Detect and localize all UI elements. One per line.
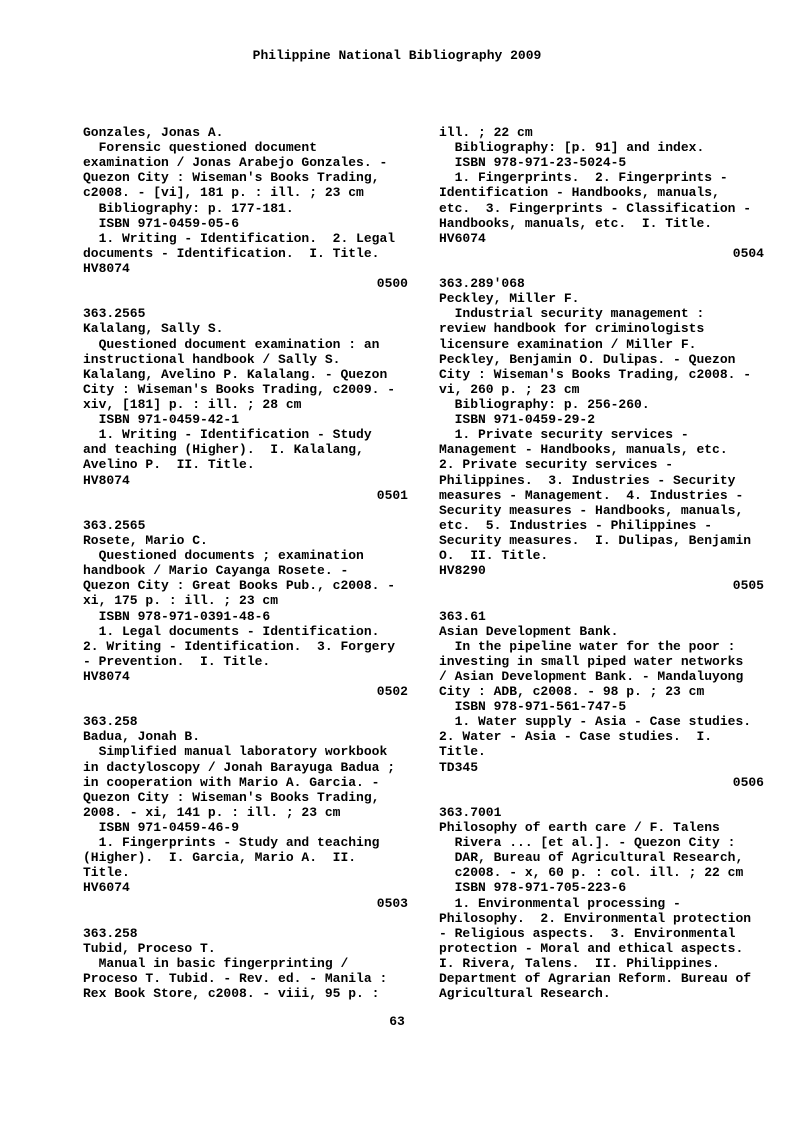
entry-line: - Religious aspects. 3. Environmental [439,925,736,941]
entry-line: Philosophy of earth care / F. Talens [439,820,720,836]
entry-line: HV6074 [439,230,486,246]
entry-line: 1. Environmental processing - [439,895,681,911]
entry-number: 0505 [732,578,764,594]
entry-line: ill. ; 22 cm [439,125,533,140]
entry-line: City : Wiseman's Books Trading, c2009. - [83,381,396,397]
entry-line: TD345 [439,759,479,775]
entry-line: Agricultural Research. [439,986,611,1002]
entry-line: review handbook for criminologists [439,321,705,337]
entry-line: 363.258 [83,925,138,941]
entry-line: ISBN 971-0459-29-2 [439,412,596,428]
entry-line: ISBN 971-0459-42-1 [83,412,240,428]
entry-line: investing in small piped water networks [439,653,744,669]
entry-line: Tubid, Proceso T. [83,940,216,956]
entry-line: Philosophy. 2. Environmental protection [439,910,752,926]
entry-line: HV6074 [83,880,130,896]
entry-line: City : Wiseman's Books Trading, c2008. - [439,366,752,382]
entry-line: 1. Private security services - [439,427,689,443]
entry-line: 363.61 [439,608,486,624]
entry-line: 1. Legal documents - Identification. [83,623,380,639]
page-header-title: Philippine National Bibliography 2009 [252,48,542,63]
entry-line: Quezon City : Wiseman's Books Trading, [83,170,380,186]
right-column [439,125,764,1001]
entry-line: 1. Fingerprints - Study and teaching [83,835,380,851]
entry-line: Avelino P. II. Title. [83,457,255,473]
entry-line: Questioned documents ; examination [83,548,364,564]
entry-line: (Higher). I. Garcia, Mario A. II. [83,850,357,866]
entry-line: 1. Water supply - Asia - Case studies. [439,714,752,730]
blank-line [83,291,408,306]
blank-line [83,503,408,518]
entry-line: Bibliography: p. 256-260. [439,396,650,412]
entry-line: ISBN 978-971-23-5024-5 [439,155,627,171]
entry-line: xiv, [181] p. : ill. ; 28 cm [83,396,302,412]
entry-line: DAR, Bureau of Agricultural Research, [439,850,744,866]
entry-line: 363.289'068 [439,276,525,292]
entry-line: HV8074 [83,260,130,276]
entry-line: Kalalang, Sally S. [83,321,224,337]
blank-line [439,261,764,276]
entry-line: Industrial security management : [439,306,705,322]
entry-line: Philippines. 3. Industries - Security [439,472,736,488]
entry-line: HV8290 [439,563,486,579]
entry-line: and teaching (Higher). I. Kalalang, [83,442,364,458]
entry-number: 0506 [732,774,764,790]
entry-line: Rex Book Store, c2008. - viii, 95 p. : [83,986,380,1002]
entry-line: 1. Writing - Identification - Study [83,427,372,443]
entry-line: / Asian Development Bank. - Mandaluyong [439,668,744,684]
entry-line: measures - Management. 4. Industries - [439,487,744,503]
entry-line: City : ADB, c2008. - 98 p. ; 23 cm [439,684,705,700]
entry-line: 363.258 [83,714,138,730]
entry-line: Peckley, Benjamin O. Dulipas. - Quezon [439,351,736,367]
entry-line: etc. 5. Industries - Philippines - [439,517,713,533]
entry-line: Security measures - Handbooks, manuals, [439,502,744,518]
entry-number: 0501 [376,487,408,503]
entry-line: HV8074 [83,668,130,684]
entry-line: examination / Jonas Arabejo Gonzales. - [83,155,388,171]
blank-line [439,593,764,608]
entry-line: 363.2565 [83,517,146,533]
entry-line: c2008. - [vi], 181 p. : ill. ; 23 cm [83,185,364,201]
entry-line: Questioned document examination : an [83,336,380,352]
entry-line: in dactyloscopy / Jonah Barayuga Badua ; [83,759,396,775]
entry-line: ISBN 978-971-561-747-5 [439,699,627,715]
entry-line: Forensic questioned document [83,140,318,156]
entry-line: Title. [439,744,486,760]
blank-line [439,790,764,805]
entry-line: Title. [83,865,130,881]
entry-line: Quezon City : Great Books Pub., c2008. - [83,578,396,594]
left-column [83,125,408,1001]
entry-line: Bibliography: [p. 91] and index. [439,140,705,156]
entry-line: Simplified manual laboratory workbook [83,744,388,760]
entry-line: I. Rivera, Talens. II. Philippines. [439,956,720,972]
entry-line: Gonzales, Jonas A. [83,125,224,140]
entry-line: Rivera ... [et al.]. - Quezon City : [439,835,736,851]
entry-line: - Prevention. I. Title. [83,653,271,669]
entry-line: Rosete, Mario C. [83,532,208,548]
entry-line: Proceso T. Tubid. - Rev. ed. - Manila : [83,971,388,987]
entry-line: Bibliography: p. 177-181. [83,200,294,216]
entry-line: licensure examination / Miller F. [439,336,697,352]
entry-line: 2. Private security services - [439,457,674,473]
entry-line: protection - Moral and ethical aspects. [439,940,744,956]
entry-line: 2008. - xi, 141 p. : ill. ; 23 cm [83,804,341,820]
entry-line: vi, 260 p. ; 23 cm [439,381,580,397]
entry-line: etc. 3. Fingerprints - Classification - [439,200,752,216]
entry-line: O. II. Title. [439,548,549,564]
entry-line: Identification - Handbooks, manuals, [439,185,720,201]
entry-line: 363.7001 [439,804,502,820]
page-number: 63 [389,1014,405,1029]
entry-line: Manual in basic fingerprinting / [83,956,349,972]
entry-line: handbook / Mario Cayanga Rosete. - [83,563,349,579]
entry-number: 0502 [376,684,408,700]
entry-number: 0504 [732,245,764,261]
blank-line [83,699,408,714]
entry-line: ISBN 978-971-705-223-6 [439,880,627,896]
entry-line: HV8074 [83,472,130,488]
entry-line: ISBN 971-0459-05-6 [83,215,240,231]
entry-line: 2. Water - Asia - Case studies. I. [439,729,713,745]
entry-line: ISBN 978-971-0391-48-6 [83,608,271,624]
entry-line: 2. Writing - Identification. 3. Forgery [83,638,396,654]
entry-line: Handbooks, manuals, etc. I. Title. [439,215,713,231]
entry-line: documents - Identification. I. Title. [83,245,380,261]
entry-line: xi, 175 p. : ill. ; 23 cm [83,593,279,609]
entry-line: Quezon City : Wiseman's Books Trading, [83,789,380,805]
entry-line: ISBN 971-0459-46-9 [83,820,240,836]
entry-line: Management - Handbooks, manuals, etc. [439,442,728,458]
entry-line: 1. Writing - Identification. 2. Legal [83,230,396,246]
entry-line: c2008. - x, 60 p. : col. ill. ; 22 cm [439,865,744,881]
entry-line: Department of Agrarian Reform. Bureau of [439,971,752,987]
entry-line: instructional handbook / Sally S. [83,351,341,367]
entry-line: 1. Fingerprints. 2. Fingerprints - [439,170,728,186]
entry-line: 363.2565 [83,306,146,322]
entry-line: Asian Development Bank. [439,623,619,639]
entry-number: 0503 [376,895,408,911]
entry-line: Kalalang, Avelino P. Kalalang. - Quezon [83,366,388,382]
entry-line: Badua, Jonah B. [83,729,201,745]
blank-line [83,911,408,926]
entry-line: in cooperation with Mario A. Garcia. - [83,774,380,790]
entry-line: In the pipeline water for the poor : [439,638,736,654]
entry-number: 0500 [376,276,408,292]
entry-line: Peckley, Miller F. [439,291,580,307]
entry-line: Security measures. I. Dulipas, Benjamin [439,532,752,548]
